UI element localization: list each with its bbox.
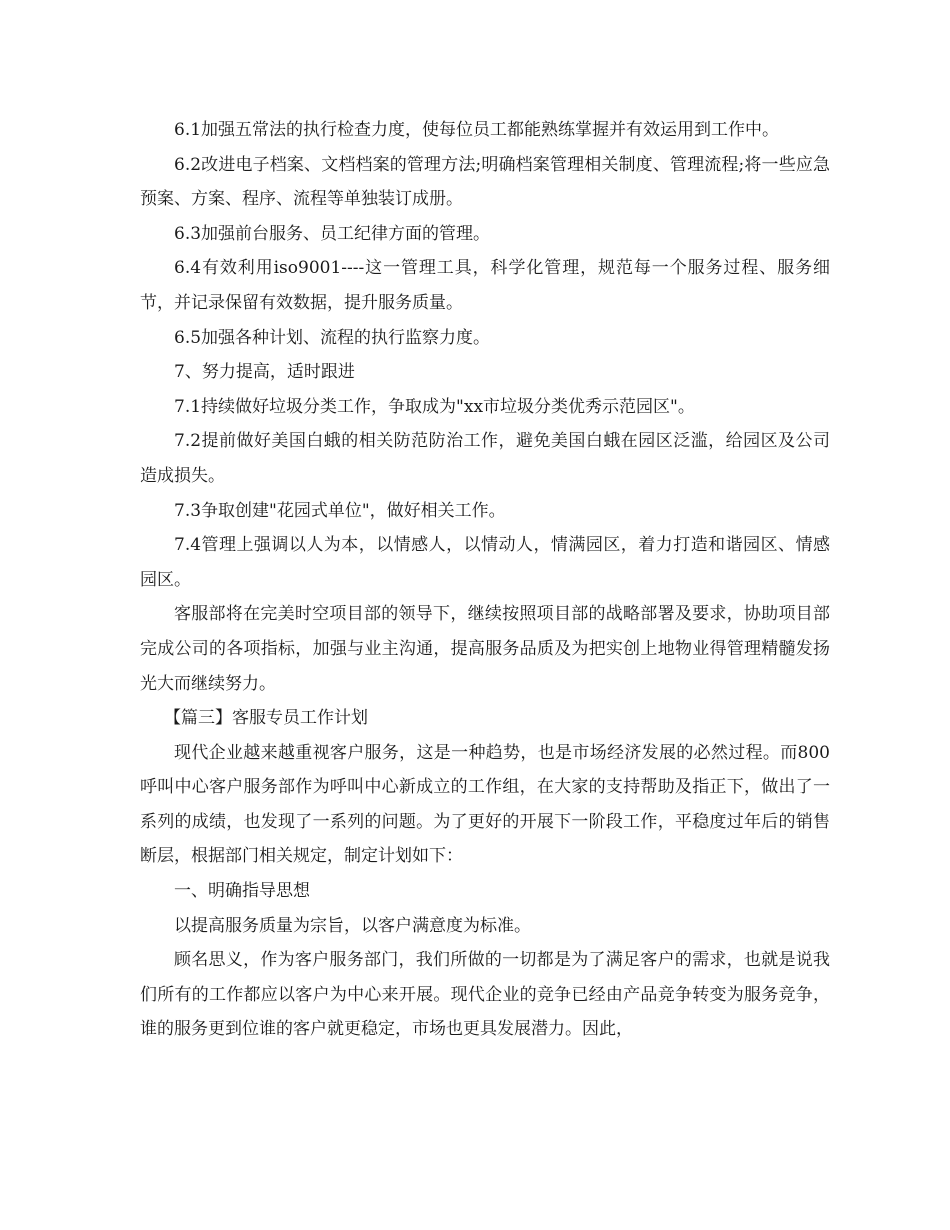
paragraph-summary: 客服部将在完美时空项目部的领导下，继续按照项目部的战略部署及要求，协助项目部完成公司的各项指标，加强与业主沟通，提高服务品质及为把实创上地物业得管理精髓发扬光大而继续努力。 — [140, 604, 830, 694]
paragraph-6-3: 6.3加强前台服务、员工纪律方面的管理。 — [174, 223, 491, 244]
chapter-heading: 【篇三】客服专员工作计划 — [164, 708, 368, 729]
paragraph-7-4: 7.4管理上强调以人为本，以情感人，以情动人，情满园区，着力打造和谐园区、情感园区。 — [140, 535, 830, 590]
paragraph-7-2: 7.2提前做好美国白蛾的相关防范防治工作，避免美国白蛾在园区泛滥，给园区及公司造成损失。 — [140, 431, 830, 486]
paragraph-6-2: 6.2改进电子档案、文档档案的管理方法;明确档案管理相关制度、管理流程;将一些应急预案、方案、程序、流程等单独装订成册。 — [140, 154, 830, 210]
paragraph-intro: 现代企业越来越重视客户服务，这是一种趋势，也是市场经济发展的必然过程。而800呼叫中心客户服务部作为呼叫中心新成立的工作组，在大家的支持帮助及指正下，做出了一系列的成绩，也发现了一系列的问题。为了更好的开展下一阶段工作，平稳度过年后的销售断层，根据部门相关规定，制定计划如下： — [140, 742, 830, 867]
paragraph-principle: 以提高服务质量为宗旨，以客户满意度为标准。 — [174, 915, 531, 936]
paragraph-7-1: 7.1持续做好垃圾分类工作，争取成为"xx市垃圾分类优秀示范园区"。 — [174, 396, 695, 417]
section-heading-7: 7、努力提高，适时跟进 — [174, 362, 355, 383]
document-body — [140, 113, 830, 1047]
paragraph-6-5: 6.5加强各种计划、流程的执行监察力度。 — [174, 327, 491, 348]
paragraph-7-3: 7.3争取创建"花园式单位"，做好相关工作。 — [174, 500, 506, 521]
paragraph-6-4: 6.4有效利用iso9001----这一管理工具，科学化管理，规范每一个服务过程、服务细节，并记录保留有效数据，提升服务质量。 — [140, 258, 830, 313]
paragraph-explanation: 顾名思义，作为客户服务部门，我们所做的一切都是为了满足客户的需求，也就是说我们所有的工作都应以客户为中心来开展。现代企业的竞争已经由产品竞争转变为服务竞争，谁的服务更到位谁的客户就更稳定，市场也更具发展潜力。因此， — [140, 950, 830, 1040]
paragraph-6-1: 6.1加强五常法的执行检查力度，使每位员工都能熟练掌握并有效运用到工作中。 — [174, 120, 780, 140]
section-heading-1: 一、明确指导思想 — [174, 881, 310, 902]
